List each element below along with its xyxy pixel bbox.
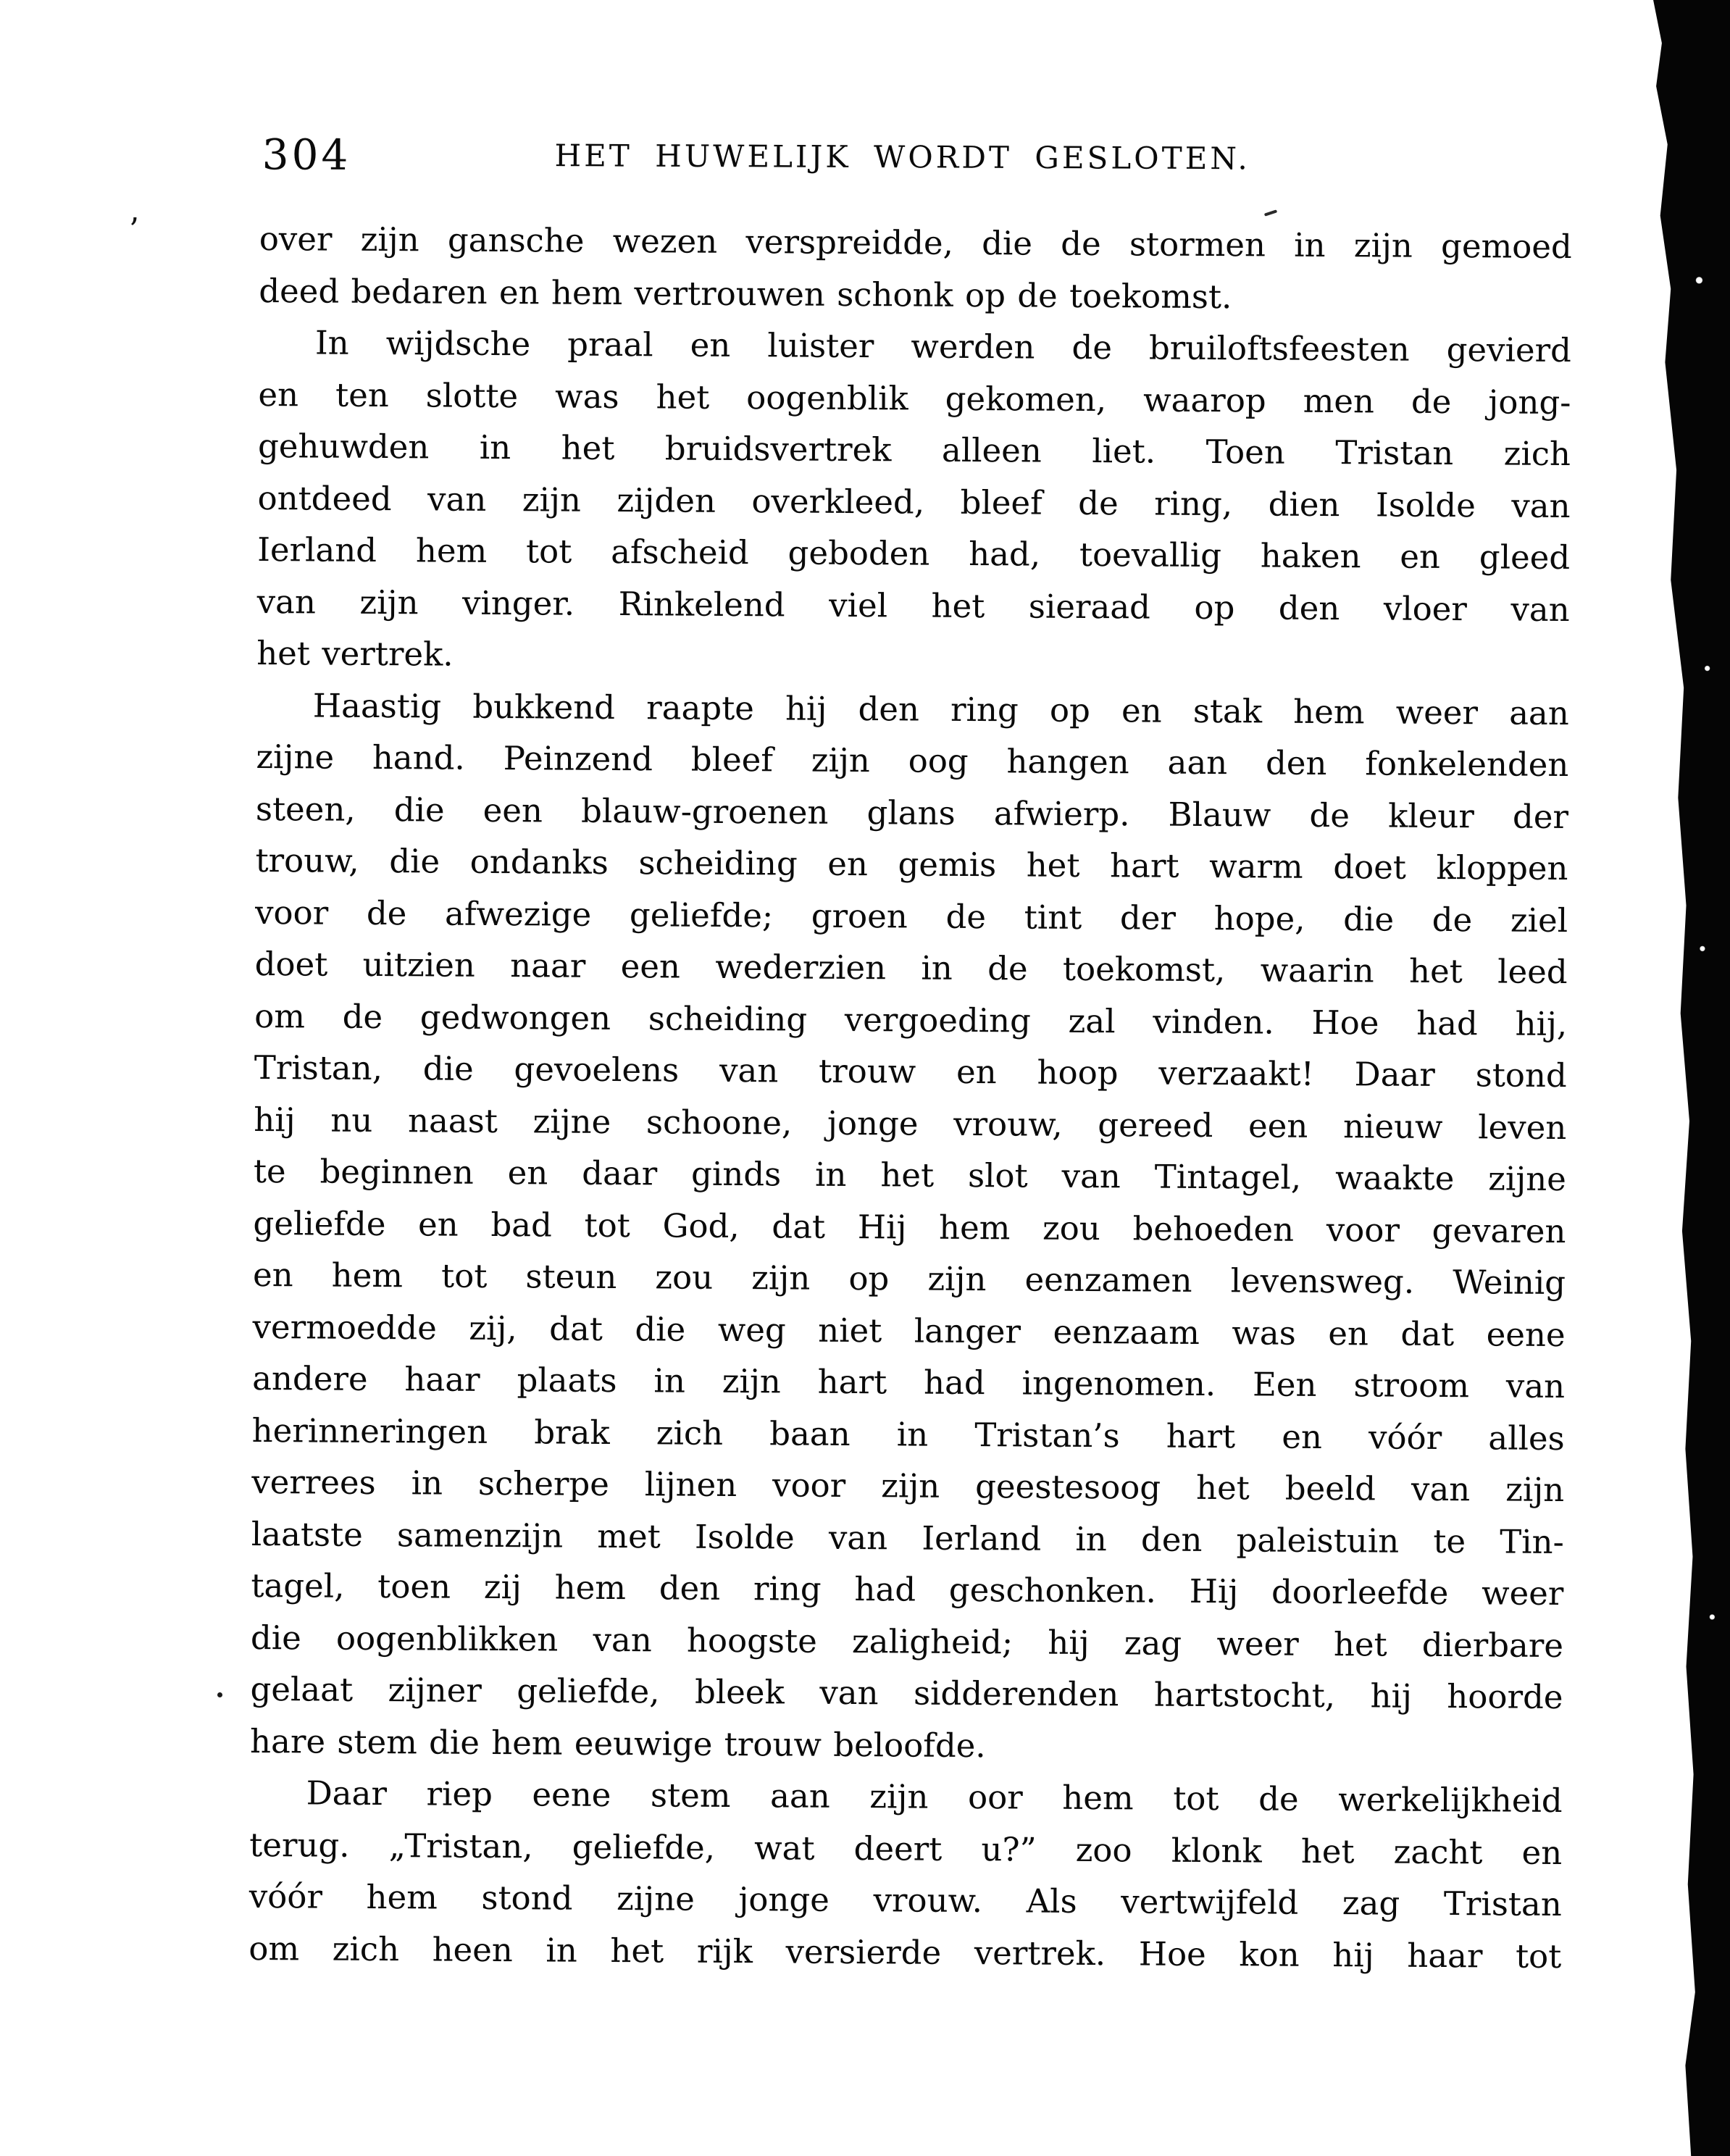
text-line: voor de afwezige geliefde; groen de tint der hope, die de ziel bbox=[254, 893, 1568, 940]
text-line: In wijdsche praal en luister werden de bruiloftsfeesten gevierd bbox=[314, 323, 1572, 370]
text-line: om de gedwongen scheiding vergoeding zal vinden. Hoe had hij, bbox=[254, 996, 1568, 1043]
text-line: om zich heen in het rijk versierde vertrek. Hoe kon hij haar tot bbox=[248, 1929, 1562, 1976]
text-line: zijne hand. Peinzend bleef zijn oog hangen aan den fonkelenden bbox=[256, 737, 1569, 785]
text-line: herinneringen brak zich baan in Tristan’s hart en vóór alles bbox=[251, 1411, 1565, 1458]
running-title: HET HUWELIJK WORDT GESLOTEN. bbox=[554, 138, 1250, 177]
text-line: hare stem die hem eeuwige trouw beloofde. bbox=[249, 1721, 986, 1765]
text-line: Tristan, die gevoelens van trouw en hoop verzaakt! Daar stond bbox=[254, 1048, 1567, 1095]
dust-speck-left bbox=[217, 1692, 222, 1697]
dust-speck-header bbox=[1264, 209, 1277, 216]
text-line: en ten slotte was het oogenblik gekomen, waarop men de jong- bbox=[258, 375, 1571, 422]
text-line: Daar riep eene stem aan zijn oor hem tot de werkelijkheid bbox=[306, 1773, 1563, 1821]
text-line: vermoedde zij, dat die weg niet langer eenzaam was en dat eene bbox=[252, 1307, 1566, 1354]
text-line: hij nu naast zijne schoone, jonge vrouw, gereed een nieuw leven bbox=[254, 1100, 1567, 1147]
text-line: Ierland hem tot afscheid geboden had, toevallig haken en gleed bbox=[257, 530, 1571, 577]
text-line: die oogenblikken van hoogste zaligheid; hij zag weer het dierbare bbox=[250, 1618, 1564, 1665]
text-line: andere haar plaats in zijn hart had ingenomen. Een stroom van bbox=[252, 1358, 1566, 1406]
text-line: deed bedaren en hem vertrouwen schonk op de toekomst. bbox=[259, 271, 1232, 316]
text-line: het vertrek. bbox=[256, 633, 454, 674]
text-line: vóór hem stond zijne jonge vrouw. Als vertwijfeld zag Tristan bbox=[248, 1876, 1562, 1924]
text-line: van zijn vinger. Rinkelend viel het sieraad op den vloer van bbox=[256, 582, 1570, 629]
text-line: verrees in scherpe lijnen voor zijn geestesoog het beeld van zijn bbox=[251, 1462, 1565, 1510]
text-line: steen, die een blauw-groenen glans afwierp. Blauw de kleur der bbox=[255, 789, 1569, 836]
text-line: ontdeed van zijn zijden overkleed, bleef de ring, dien Isolde van bbox=[257, 478, 1571, 525]
text-line: laatste samenzijn met Isolde van Ierland in den paleistuin te Tin- bbox=[251, 1514, 1564, 1561]
text-line: te beginnen en daar ginds in het slot van Tintagel, waakte zijne bbox=[253, 1151, 1567, 1199]
page-header bbox=[0, 0, 1730, 199]
body-text bbox=[248, 213, 1572, 1982]
text-line: doet uitzien naar een wederzien in de toekomst, waarin het leed bbox=[254, 944, 1568, 992]
text-line: gehuwden in het bruidsvertrek alleen liet. Toen Tristan zich bbox=[257, 426, 1571, 474]
text-line: Haastig bukkend raapte hij den ring op en stak hem weer aan bbox=[312, 685, 1569, 732]
page-number: 304 bbox=[262, 130, 351, 180]
text-line: geliefde en bad tot God, dat Hij hem zou behoeden voor gevaren bbox=[253, 1203, 1566, 1250]
text-line: tagel, toen zij hem den ring had geschonken. Hij doorleefde weer bbox=[251, 1566, 1564, 1613]
text-line: en hem tot steun zou zijn op zijn eenzamen levensweg. Weinig bbox=[252, 1255, 1566, 1303]
scan-edge-artifact bbox=[1649, 0, 1730, 2156]
margin-speck: ’ bbox=[129, 212, 139, 248]
text-line: gelaat zijner geliefde, bleek van sidderenden hartstocht, hij hoorde bbox=[250, 1669, 1563, 1717]
text-line: over zijn gansche wezen verspreidde, die de stormen in zijn gemoed bbox=[259, 219, 1572, 267]
text-line: terug. „Tristan, geliefde, wat deert u?” zoo klonk het zacht en bbox=[249, 1825, 1563, 1872]
text-line: trouw, die ondanks scheiding en gemis het hart warm doet kloppen bbox=[255, 840, 1568, 888]
